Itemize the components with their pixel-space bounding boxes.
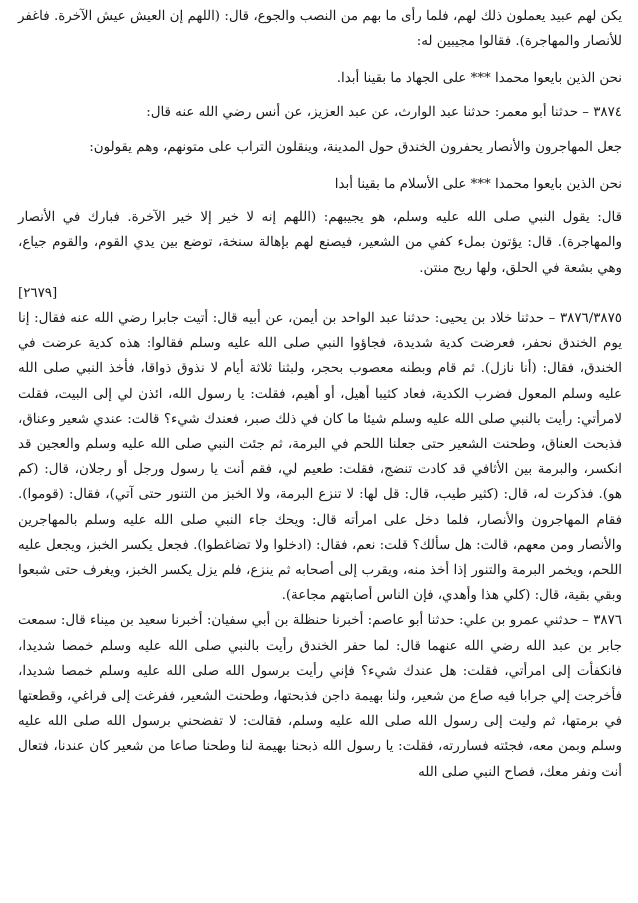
hadith-3875-3876: ٣٨٧٦/٣٨٧٥ – حدثنا خلاد بن يحيى: حدثنا عبد الواحد بن أيمن، عن أبيه قال: أتيت جابرا رضي الله عنه فقال: إنا يوم الخندق نحفر، فعرضت كدية شديدة، فجاؤوا النبي صلى الله عليه وسلم فقالوا: هذه كدية عرضت في الخندق، فقال: (أنا نازل). ثم قام وبطنه معصوب بحجر، ولبثنا ثلاثة أيام لا نذوق ذواقا، فأخذ النبي صلى الله عليه وسلم المعول فضرب الكدية، فعاد كثيبا أهيل، أو أهيم، فقلت: يا رسول الله، ائذن لي إلى البيت، فقلت لامرأتي: رأيت بالنبي صلى الله عليه وسلم شيئا ما كان في ذلك صبر، فعندك شيء؟ قالت: عندي شعير وعناق، فذبحت العناق، وطحنت الشعير حتى جعلنا اللحم في البرمة، ثم جئت النبي صلى الله عليه وسلم والعجين قد انكسر، والبرمة بين الأثافي قد كادت تنضج، فقلت: طعيم لي، فقم أنت يا رسول ورجل أو رجلان، قال: (كم هو). فذكرت له، قال: (كثير طيب، قال: قل لها: لا تنزع البرمة، ولا الخبز من التنور حتى آتي)، فقال: (قوموا). فقام المهاجرون والأنصار، فلما دخل على امرأته قال: ويحك جاء النبي صلى الله عليه وسلم بالمهاجرين والأنصار ومن معهم، قالت: هل سألك؟ قلت: نعم، فقال: (ادخلوا ولا تضاغطوا). فجعل يكسر الخبز، ويجعل عليه اللحم، ويخمر البرمة والتنور إذا أخذ منه، ويقرب إلى أصحابه ثم ينزع، فلم يزل يكسر الخبز، ويغرف حتى شبعوا وبقي بقية، قال: (كلي هذا وأهدي، فإن الناس أصابتهم مجاعة). [18, 311, 622, 604]
paragraph-intro: يكن لهم عبيد يعملون ذلك لهم، فلما رأى ما بهم من النصب والجوع، قال: (اللهم إن العيش عيش الآخرة. فاغفر للأنصار والمهاجرة). فقالوا مجيبين له: [18, 9, 622, 50]
hadith-3876: ٣٨٧٦ – حدثني عمرو بن علي: حدثنا أبو عاصم: أخبرنا حنظلة بن أبي سفيان: أخبرنا سعيد بن ميناء قال: سمعت جابر بن عبد الله رضي الله عنهما قال: لما حفر الخندق رأيت بالنبي صلى الله عليه وسلم خمصا شديدا، فانكفأت إلى امرأتي، فقلت: هل عندك شيء؟ فإني رأيت برسول الله صلى الله عليه وسلم خمصا شديدا، فأخرجت إلي جرابا فيه صاع من شعير، ولنا بهيمة داجن فذبحتها، وطحنت الشعير، ففرغت إلى فراغي، وقطعتها في برمتها، ثم وليت إلى رسول الله صلى الله عليه وسلم، فقالت: لا تفضحني برسول الله صلى الله عليه وسلم وبمن معه، فجئته فساررته، فقلت: يا رسول الله ذبحنا بهيمة لنا وطحنا صاعا من شعير كان عندنا، فتعال أنت ونفر معك، فصاح النبي صلى الله [18, 613, 622, 780]
hadith-3874-matn: جعل المهاجرون والأنصار يحفرون الخندق حول المدينة، وينقلون التراب على متونهم، وهم يقولون: [89, 139, 622, 155]
hadith-3874-isnad: ٣٨٧٤ – حدثنا أبو معمر: حدثنا عبد الوارث، عن عبد العزيز، عن أنس رضي الله عنه قال: [146, 104, 622, 120]
reference-number: [٢٦٧٩] [18, 285, 58, 301]
verse-islam: نحن الذين بايعوا محمدا *** على الأسلام ما بقينا أبدا [334, 177, 622, 193]
verse-jihad: نحن الذين بايعوا محمدا *** على الجهاد ما بقينا أبدا. [336, 71, 622, 87]
document-page [18, 4, 622, 785]
hadith-3874-continuation: قال: يقول النبي صلى الله عليه وسلم، هو يجيبهم: (اللهم إنه لا خير إلا خير الآخرة. فبارك في الأنصار والمهاجرة). قال: يؤتون بملء كفي من الشعير، فيصنع لهم بإهالة سنخة، توضع بين يدي القوم، والقوم جياع، وهي بشعة في الحلق، ولها ريح منتن. [18, 210, 622, 276]
